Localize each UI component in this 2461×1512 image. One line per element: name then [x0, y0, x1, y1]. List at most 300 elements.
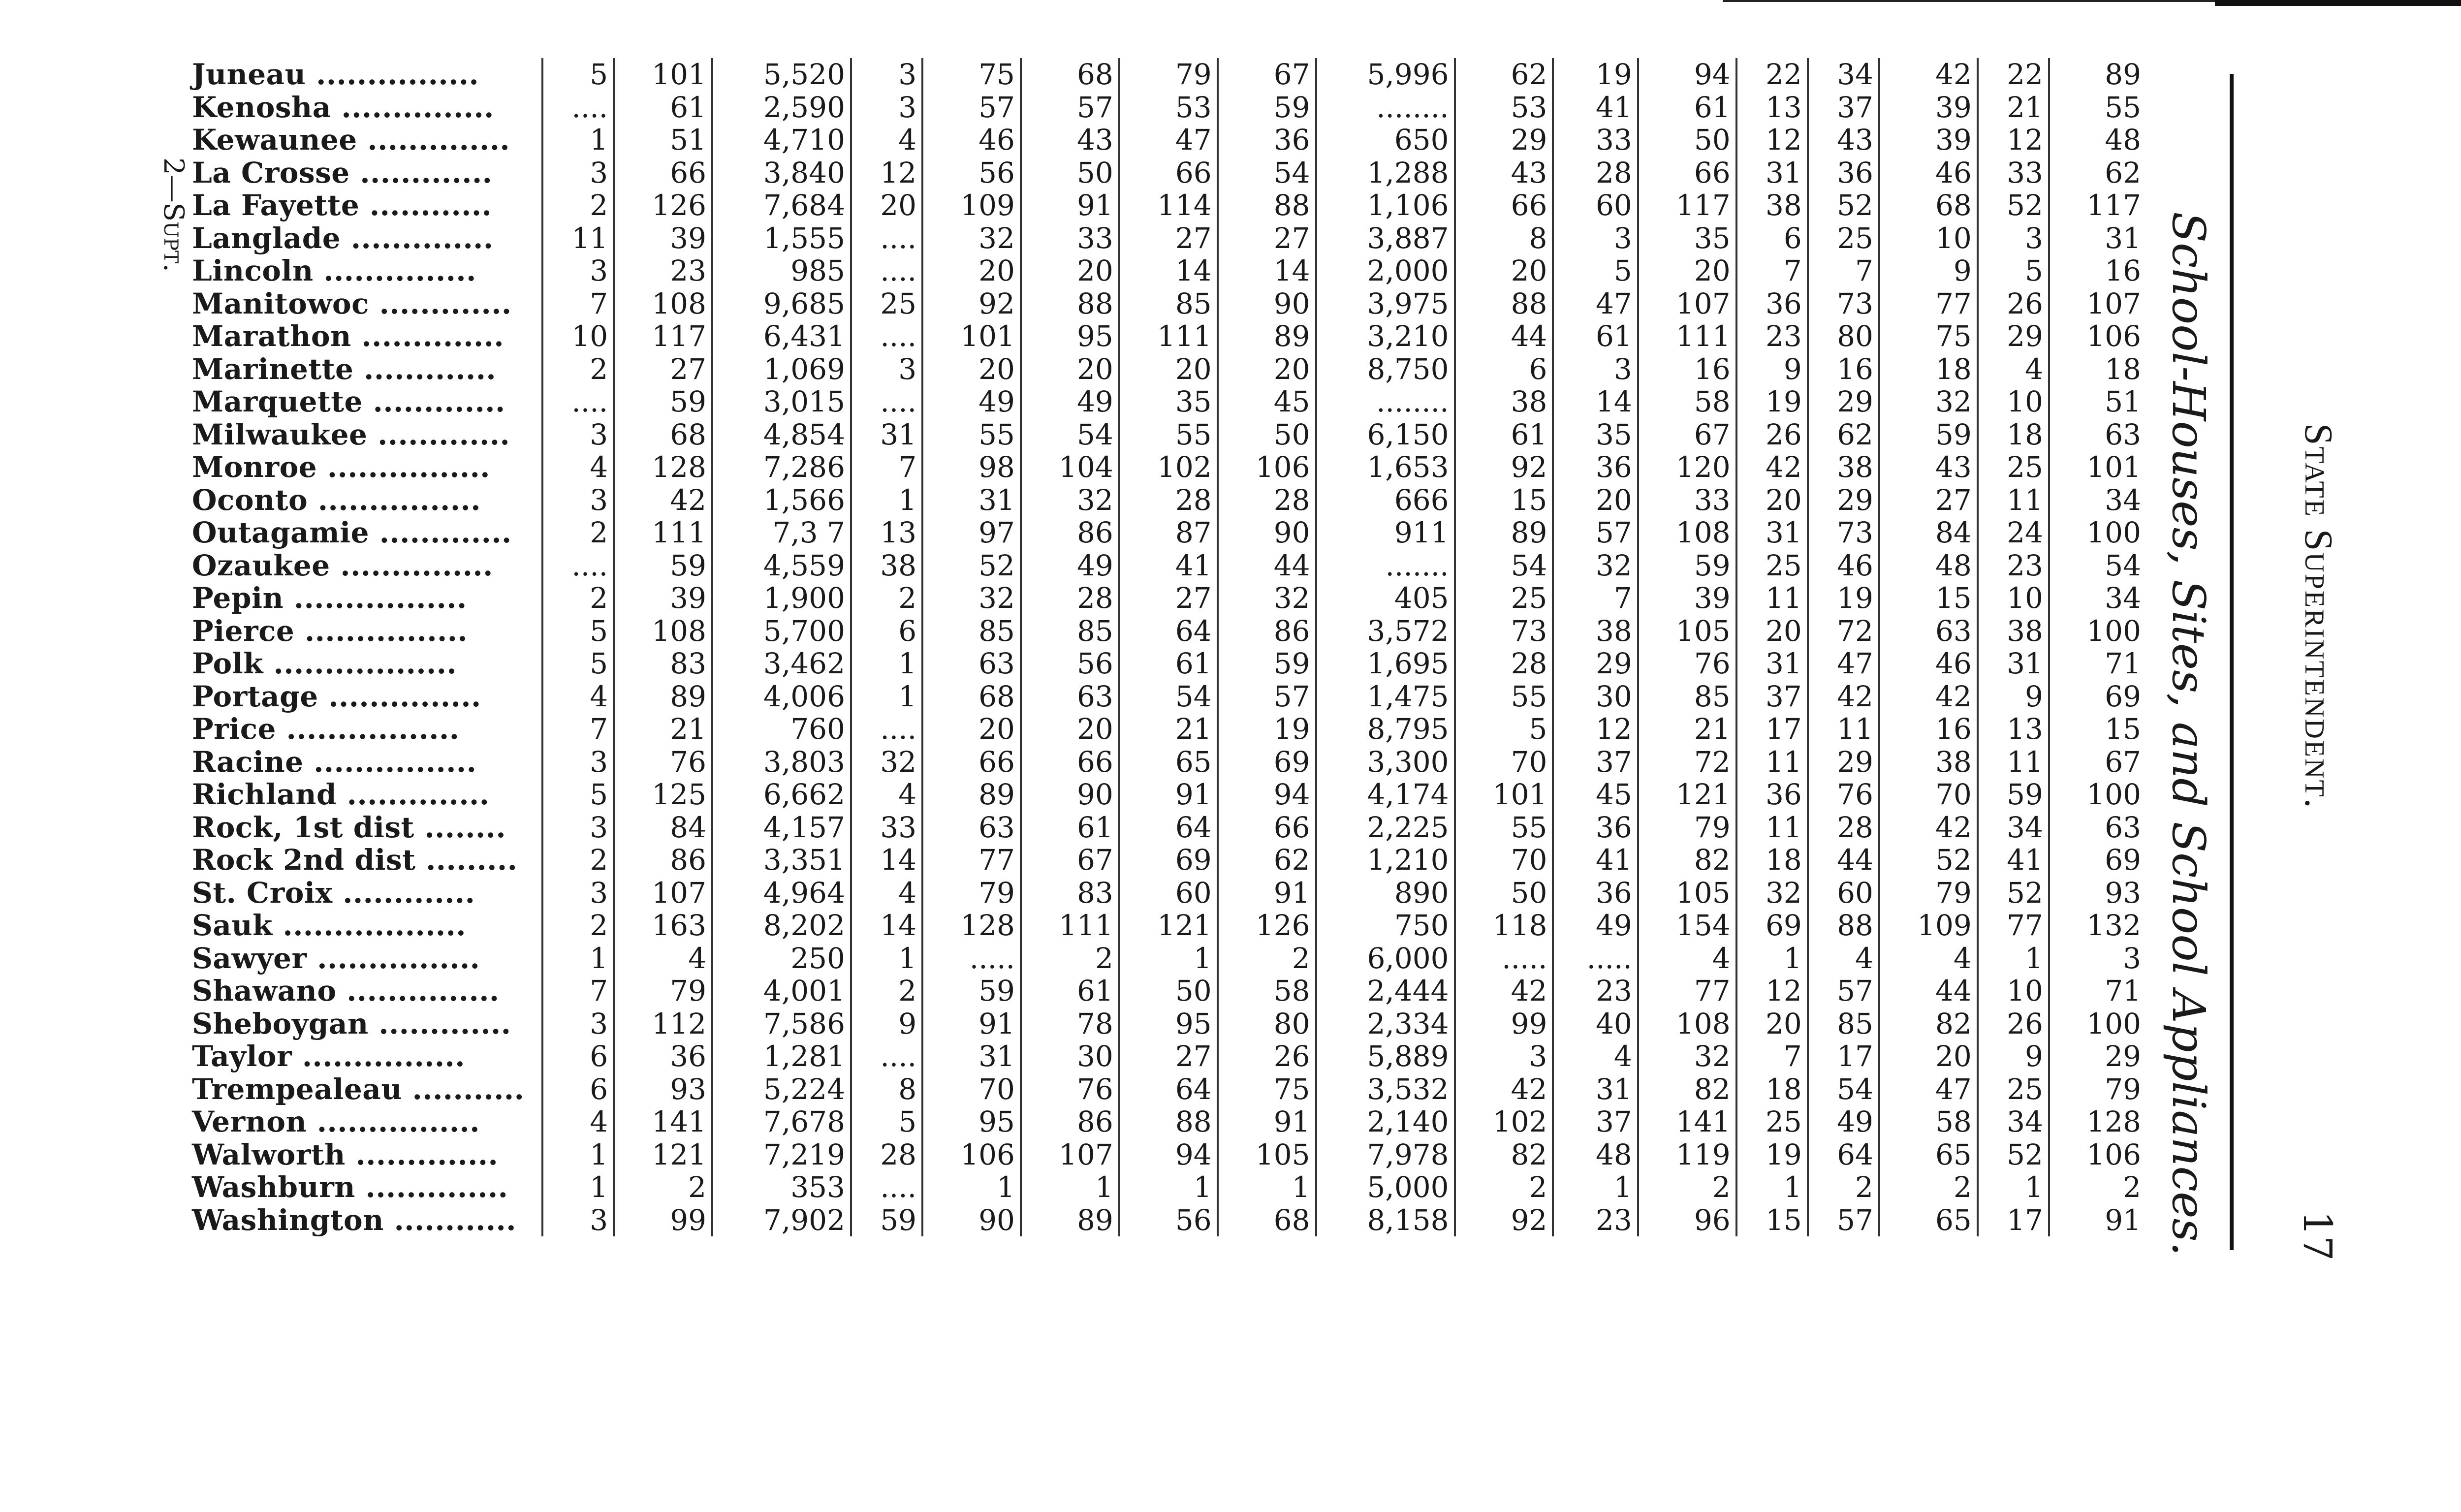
cell-c6: 33 [1021, 222, 1119, 255]
cell-c12: 85 [1638, 680, 1736, 713]
cell-c7: 64 [1119, 615, 1218, 648]
cell-c1: .... [542, 385, 614, 418]
cell-c1: 5 [542, 778, 614, 811]
cell-c13: 31 [1736, 157, 1808, 189]
cell-c10: 3 [1455, 1040, 1553, 1073]
cell-c12: 2 [1638, 1171, 1736, 1204]
cell-c8: 90 [1218, 287, 1316, 320]
cell-c15: 38 [1879, 746, 1978, 779]
cell-c12: 4 [1638, 942, 1736, 975]
cell-c10: 2 [1455, 1171, 1553, 1204]
cell-c1: 2 [542, 844, 614, 877]
cell-c3: 4,006 [712, 680, 851, 713]
cell-c7: 53 [1119, 91, 1218, 124]
cell-c4: 3 [851, 58, 922, 91]
cell-c10: 54 [1455, 549, 1553, 582]
table-row [187, 516, 2146, 549]
cell-c1: 7 [542, 713, 614, 746]
cell-c12: 154 [1638, 909, 1736, 942]
cell-c8: 26 [1218, 1040, 1316, 1073]
cell-c9: 8,750 [1316, 353, 1455, 386]
cell-c3: 3,462 [712, 647, 851, 680]
cell-c4: .... [851, 254, 922, 287]
cell-c8: 45 [1218, 385, 1316, 418]
cell-c7: 20 [1119, 353, 1218, 386]
cell-c14: 37 [1808, 91, 1879, 124]
cell-c4: .... [851, 320, 922, 353]
cell-c6: 86 [1021, 1105, 1119, 1138]
cell-c4: 4 [851, 877, 922, 910]
page-title: School-Houses, Sites, and School Appliances. [2162, 212, 2215, 1256]
cell-c16: 11 [1978, 484, 2049, 517]
cell-c15: 84 [1879, 516, 1978, 549]
cell-c15: 109 [1879, 909, 1978, 942]
cell-c14: 34 [1808, 58, 1879, 91]
cell-c11: 23 [1553, 975, 1638, 1008]
cell-c3: 3,803 [712, 746, 851, 779]
cell-c5: 101 [922, 320, 1021, 353]
cell-c5: 52 [922, 549, 1021, 582]
cell-c2: 108 [614, 615, 712, 648]
cell-c15: 46 [1879, 157, 1978, 189]
cell-c17: 71 [2105, 974, 2141, 1008]
cell-c6: 32 [1021, 484, 1119, 517]
cell-c3: 5,520 [712, 58, 851, 91]
cell-c7: 47 [1119, 124, 1218, 157]
cell-c1: 2 [542, 582, 614, 615]
cell-c1: 1 [542, 124, 614, 157]
table-row [187, 91, 2146, 124]
table-row [187, 877, 2146, 910]
cell-c3: 6,662 [712, 778, 851, 811]
cell-c11: 41 [1553, 91, 1638, 124]
cell-c17: 18 [2105, 352, 2141, 386]
cell-c9: ........ [1316, 91, 1455, 124]
cell-c1: 4 [542, 1105, 614, 1138]
cell-c5: 63 [922, 811, 1021, 844]
cell-c13: 1 [1736, 1171, 1808, 1204]
cell-c14: 42 [1808, 680, 1879, 713]
table-row [187, 484, 2146, 517]
table-row [187, 1105, 2146, 1138]
cell-c10: 70 [1455, 746, 1553, 779]
cell-c8: 28 [1218, 484, 1316, 517]
cell-c14: 54 [1808, 1073, 1879, 1106]
cell-c3: 7,902 [712, 1204, 851, 1237]
table-row [187, 615, 2146, 648]
cell-c11: ..... [1553, 942, 1638, 975]
cell-c2: 68 [614, 418, 712, 451]
county-name: Lincoln ............... [187, 254, 542, 287]
cell-c13: 25 [1736, 549, 1808, 582]
cell-c7: 1 [1119, 942, 1218, 975]
cell-c11: 31 [1553, 1073, 1638, 1106]
cell-c5: 31 [922, 1040, 1021, 1073]
cell-c16: 9 [1978, 680, 2049, 713]
cell-c14: 64 [1808, 1138, 1879, 1171]
cell-c9: 405 [1316, 582, 1455, 615]
cell-c4: 33 [851, 811, 922, 844]
cell-c14: 36 [1808, 157, 1879, 189]
cell-c15: 15 [1879, 582, 1978, 615]
cell-c9: 2,000 [1316, 254, 1455, 287]
statistics-table [187, 58, 2146, 1236]
cell-c9: 750 [1316, 909, 1455, 942]
cell-c5: 68 [922, 680, 1021, 713]
cell-c8: 20 [1218, 353, 1316, 386]
cell-c14: 57 [1808, 975, 1879, 1008]
cell-c4: .... [851, 713, 922, 746]
cell-c3: 7,286 [712, 451, 851, 484]
cell-c15: 32 [1879, 385, 1978, 418]
cell-c9: 1,106 [1316, 189, 1455, 222]
cell-c1: 4 [542, 680, 614, 713]
cell-c12: 121 [1638, 778, 1736, 811]
cell-c13: 20 [1736, 484, 1808, 517]
table-row [187, 157, 2146, 189]
cell-c5: 85 [922, 615, 1021, 648]
cell-c4: 31 [851, 418, 922, 451]
cell-c4: 20 [851, 189, 922, 222]
cell-c14: 57 [1808, 1204, 1879, 1237]
cell-c5: 90 [922, 1204, 1021, 1237]
cell-c15: 10 [1879, 222, 1978, 255]
table-row [187, 1171, 2146, 1204]
county-name: Ozaukee ............... [187, 549, 542, 582]
table-row [187, 647, 2146, 680]
cell-c17: 100 [2086, 1007, 2141, 1040]
cell-c8: 86 [1218, 615, 1316, 648]
cell-c9: 666 [1316, 484, 1455, 517]
cell-c2: 36 [614, 1040, 712, 1073]
cell-c7: 69 [1119, 844, 1218, 877]
cell-c17: 3 [2123, 941, 2141, 975]
cell-c8: 59 [1218, 647, 1316, 680]
cell-c17: 16 [2105, 254, 2141, 287]
cell-c17: 93 [2105, 876, 2141, 910]
cell-c15: 65 [1879, 1138, 1978, 1171]
cell-c3: 7,586 [712, 1008, 851, 1040]
cell-c17: 67 [2105, 745, 2141, 779]
cell-c5: 57 [922, 91, 1021, 124]
cell-c16: 34 [1978, 1105, 2049, 1138]
cell-c10: 28 [1455, 647, 1553, 680]
cell-c4: 38 [851, 549, 922, 582]
cell-c6: 90 [1021, 778, 1119, 811]
cell-c5: 56 [922, 157, 1021, 189]
cell-c11: 30 [1553, 680, 1638, 713]
cell-c3: 6,431 [712, 320, 851, 353]
cell-c11: 49 [1553, 909, 1638, 942]
cell-c7: 65 [1119, 746, 1218, 779]
cell-c4: 4 [851, 778, 922, 811]
cell-c5: 20 [922, 713, 1021, 746]
cell-c13: 69 [1736, 909, 1808, 942]
cell-c12: 50 [1638, 124, 1736, 157]
cell-c14: 46 [1808, 549, 1879, 582]
table-row [187, 811, 2146, 844]
cell-c11: 41 [1553, 844, 1638, 877]
cell-c4: 59 [851, 1204, 922, 1237]
cell-c16: 41 [1978, 844, 2049, 877]
cell-c15: 77 [1879, 287, 1978, 320]
cell-c9: 2,225 [1316, 811, 1455, 844]
cell-c5: 109 [922, 189, 1021, 222]
cell-c2: 86 [614, 844, 712, 877]
county-name: Shawano ............... [187, 975, 542, 1008]
cell-c15: 27 [1879, 484, 1978, 517]
cell-c10: 25 [1455, 582, 1553, 615]
cell-c14: 73 [1808, 516, 1879, 549]
cell-c1: .... [542, 91, 614, 124]
cell-c12: 108 [1638, 516, 1736, 549]
county-name: Pierce ................ [187, 615, 542, 648]
table-row [187, 1204, 2146, 1237]
cell-c13: 7 [1736, 1040, 1808, 1073]
cell-c12: 117 [1638, 189, 1736, 222]
cell-c6: 63 [1021, 680, 1119, 713]
cell-c6: 78 [1021, 1008, 1119, 1040]
cell-c14: 17 [1808, 1040, 1879, 1073]
cell-c16: 11 [1978, 746, 2049, 779]
cell-c12: 82 [1638, 844, 1736, 877]
cell-c16: 24 [1978, 516, 2049, 549]
cell-c12: 33 [1638, 484, 1736, 517]
cell-c16: 26 [1978, 1008, 2049, 1040]
cell-c14: 49 [1808, 1105, 1879, 1138]
cell-c15: 47 [1879, 1073, 1978, 1106]
cell-c14: 38 [1808, 451, 1879, 484]
cell-c10: 55 [1455, 811, 1553, 844]
cell-c5: 32 [922, 582, 1021, 615]
cell-c17: 79 [2105, 1072, 2141, 1106]
cell-c12: 141 [1638, 1105, 1736, 1138]
cell-c2: 125 [614, 778, 712, 811]
cell-c3: 4,157 [712, 811, 851, 844]
cell-c17: 100 [2086, 778, 2141, 811]
cell-c4: 32 [851, 746, 922, 779]
cell-c15: 18 [1879, 353, 1978, 386]
cell-c9: 6,000 [1316, 942, 1455, 975]
cell-c17: 63 [2105, 810, 2141, 844]
cell-c5: 46 [922, 124, 1021, 157]
cell-c8: 57 [1218, 680, 1316, 713]
cell-c1: 3 [542, 746, 614, 779]
cell-c16: 26 [1978, 287, 2049, 320]
cell-c8: 59 [1218, 91, 1316, 124]
cell-c9: 1,653 [1316, 451, 1455, 484]
cell-c14: 88 [1808, 909, 1879, 942]
cell-c17: 107 [2086, 286, 2141, 320]
cell-c15: 42 [1879, 680, 1978, 713]
cell-c13: 20 [1736, 1008, 1808, 1040]
cell-c5: 1 [922, 1171, 1021, 1204]
cell-c17: 69 [2105, 679, 2141, 713]
cell-c13: 13 [1736, 91, 1808, 124]
cell-c5: 75 [922, 58, 1021, 91]
cell-c5: 97 [922, 516, 1021, 549]
cell-c7: 64 [1119, 811, 1218, 844]
cell-c11: 36 [1553, 877, 1638, 910]
cell-c13: 32 [1736, 877, 1808, 910]
cell-c14: 43 [1808, 124, 1879, 157]
county-name: Sawyer ................ [187, 942, 542, 975]
cell-c10: 55 [1455, 680, 1553, 713]
cell-c7: 54 [1119, 680, 1218, 713]
cell-c1: 11 [542, 222, 614, 255]
cell-c16: 77 [1978, 909, 2049, 942]
cell-c12: 61 [1638, 91, 1736, 124]
county-name: Milwaukee ............. [187, 418, 542, 451]
cell-c17: 71 [2105, 647, 2141, 680]
cell-c13: 12 [1736, 975, 1808, 1008]
cell-c17: 128 [2086, 1105, 2141, 1138]
cell-c5: 92 [922, 287, 1021, 320]
cell-c16: 12 [1978, 124, 2049, 157]
cell-c3: 3,351 [712, 844, 851, 877]
cell-c10: 89 [1455, 516, 1553, 549]
cell-c6: 61 [1021, 811, 1119, 844]
cell-c12: 108 [1638, 1008, 1736, 1040]
county-name: Taylor ................ [187, 1040, 542, 1073]
cell-c4: 28 [851, 1138, 922, 1171]
cell-c4: 14 [851, 909, 922, 942]
cell-c7: 95 [1119, 1008, 1218, 1040]
cell-c3: 4,559 [712, 549, 851, 582]
cell-c13: 31 [1736, 516, 1808, 549]
cell-c17: 54 [2105, 548, 2141, 582]
cell-c1: 3 [542, 484, 614, 517]
cell-c10: 43 [1455, 157, 1553, 189]
cell-c8: 66 [1218, 811, 1316, 844]
cell-c4: 9 [851, 1008, 922, 1040]
cell-c5: 66 [922, 746, 1021, 779]
cell-c12: 21 [1638, 713, 1736, 746]
cell-c11: 35 [1553, 418, 1638, 451]
cell-c17: 29 [2105, 1040, 2141, 1073]
cell-c11: 32 [1553, 549, 1638, 582]
cell-c9: 5,000 [1316, 1171, 1455, 1204]
cell-c2: 117 [614, 320, 712, 353]
cell-c2: 128 [614, 451, 712, 484]
cell-c16: 22 [1978, 58, 2049, 91]
cell-c7: 111 [1119, 320, 1218, 353]
cell-c4: 3 [851, 91, 922, 124]
cell-c1: 3 [542, 157, 614, 189]
cell-c13: 38 [1736, 189, 1808, 222]
cell-c11: 48 [1553, 1138, 1638, 1171]
cell-c13: 36 [1736, 778, 1808, 811]
table-row [187, 1073, 2146, 1106]
cell-c11: 47 [1553, 287, 1638, 320]
cell-c2: 89 [614, 680, 712, 713]
cell-c1: 3 [542, 1008, 614, 1040]
cell-c16: 23 [1978, 549, 2049, 582]
cell-c7: 61 [1119, 647, 1218, 680]
cell-c13: 26 [1736, 418, 1808, 451]
cell-c4: 8 [851, 1073, 922, 1106]
county-name: Kenosha ............... [187, 91, 542, 124]
cell-c5: 63 [922, 647, 1021, 680]
cell-c6: 76 [1021, 1073, 1119, 1106]
cell-c6: 20 [1021, 713, 1119, 746]
cell-c2: 59 [614, 549, 712, 582]
cell-c17: 2 [2123, 1170, 2141, 1204]
cell-c7: 21 [1119, 713, 1218, 746]
cell-c3: 7,684 [712, 189, 851, 222]
cell-c12: 72 [1638, 746, 1736, 779]
cell-c12: 32 [1638, 1040, 1736, 1073]
signature-mark: 2—Supt. [158, 158, 189, 272]
table-row [187, 451, 2146, 484]
cell-c13: 11 [1736, 811, 1808, 844]
county-name: Portage ............... [187, 680, 542, 713]
cell-c2: 39 [614, 582, 712, 615]
cell-c5: 20 [922, 254, 1021, 287]
cell-c5: 20 [922, 353, 1021, 386]
cell-c7: 60 [1119, 877, 1218, 910]
cell-c12: 39 [1638, 582, 1736, 615]
cell-c6: 30 [1021, 1040, 1119, 1073]
cell-c15: 65 [1879, 1204, 1978, 1237]
cell-c5: 128 [922, 909, 1021, 942]
cell-c15: 52 [1879, 844, 1978, 877]
cell-c8: 44 [1218, 549, 1316, 582]
table-row [187, 942, 2146, 975]
cell-c9: 1,210 [1316, 844, 1455, 877]
header-rule [2230, 74, 2234, 1250]
cell-c5: 70 [922, 1073, 1021, 1106]
cell-c9: ........ [1316, 385, 1455, 418]
cell-c6: 61 [1021, 975, 1119, 1008]
cell-c2: 107 [614, 877, 712, 910]
cell-c1: 3 [542, 877, 614, 910]
cell-c6: 2 [1021, 942, 1119, 975]
cell-c6: 104 [1021, 451, 1119, 484]
top-rule-heavy [2215, 0, 2461, 6]
cell-c9: 911 [1316, 516, 1455, 549]
cell-c6: 67 [1021, 844, 1119, 877]
cell-c6: 83 [1021, 877, 1119, 910]
cell-c1: .... [542, 549, 614, 582]
cell-c17: 132 [2086, 909, 2141, 942]
cell-c5: 59 [922, 975, 1021, 1008]
cell-c8: 80 [1218, 1008, 1316, 1040]
cell-c13: 12 [1736, 124, 1808, 157]
cell-c13: 15 [1736, 1204, 1808, 1237]
running-head: State Superintendent. [2297, 423, 2340, 810]
cell-c9: 3,572 [1316, 615, 1455, 648]
cell-c11: 29 [1553, 647, 1638, 680]
table-row [187, 746, 2146, 779]
cell-c2: 99 [614, 1204, 712, 1237]
cell-c1: 2 [542, 516, 614, 549]
cell-c3: 1,069 [712, 353, 851, 386]
cell-c8: 90 [1218, 516, 1316, 549]
cell-c15: 43 [1879, 451, 1978, 484]
cell-c1: 3 [542, 254, 614, 287]
cell-c2: 83 [614, 647, 712, 680]
cell-c3: 1,555 [712, 222, 851, 255]
cell-c2: 163 [614, 909, 712, 942]
cell-c9: 2,140 [1316, 1105, 1455, 1138]
cell-c14: 80 [1808, 320, 1879, 353]
cell-c10: 61 [1455, 418, 1553, 451]
cell-c7: 91 [1119, 778, 1218, 811]
cell-c2: 108 [614, 287, 712, 320]
cell-c11: 37 [1553, 1105, 1638, 1138]
cell-c7: 64 [1119, 1073, 1218, 1106]
